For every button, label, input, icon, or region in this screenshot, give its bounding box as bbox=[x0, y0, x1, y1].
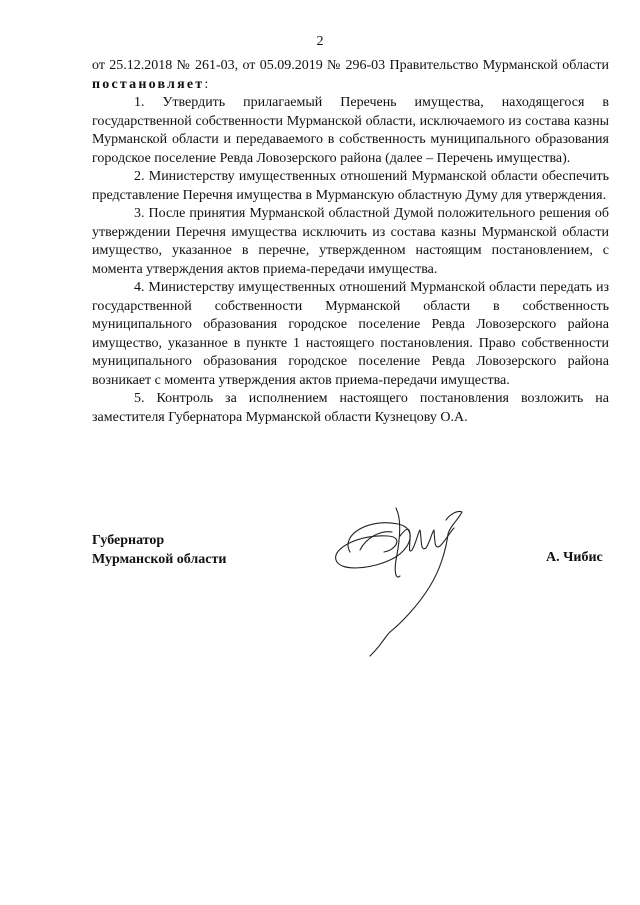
paragraph-2: 2. Министерству имущественных отношений Мурманской области обеспечить представление Перечня имущества в Мурманскую областную Думу для утверждения. bbox=[92, 169, 609, 203]
paragraph-1: 1. Утвердить прилагаемый Перечень имущества, находящегося в государственной собственности Мурманской области, исключаемого из состава казны Мурманской области и передаваемого в собственность муниципального образования городское поселение Ревда Ловозерского района (далее – Перечень имущества). bbox=[92, 95, 609, 166]
signer-title-line-2: Мурманской области bbox=[92, 551, 227, 567]
paragraph-4: 4. Министерству имущественных отношений Мурманской области передать из государственной собственности Мурманской области в собственность муниципального образования городское поселение Ревда Ловозерского района имущество, указанное в пункте 1 настоящего постановления. Право собственности муниципального образования городское поселение Ревда Ловозерского района возникает с момента утверждения актов приема-передачи имущества. bbox=[92, 280, 609, 388]
resolution-keyword: постановляет bbox=[92, 76, 205, 92]
paragraph-5: 5. Контроль за исполнением настоящего постановления возложить на заместителя Губернатора Мурманской области Кузнецову О.А. bbox=[92, 391, 609, 425]
paragraph-3: 3. После принятия Мурманской областной Думой положительного решения об утверждении Перечня имущества исключить из состава казны Мурманской области имущество, указанное в перечне, утвержденном настоящим постановлением, с момента утверждения актов приема-передачи имущества. bbox=[92, 206, 609, 277]
signer-title-line-1: Губернатор bbox=[92, 533, 165, 548]
signer-name: А. Чибис bbox=[546, 550, 603, 565]
document-body bbox=[92, 57, 609, 427]
page-number: 2 bbox=[316, 34, 324, 49]
intro-paragraph bbox=[92, 57, 609, 94]
handwritten-signature-icon bbox=[300, 490, 490, 665]
intro-text: от 25.12.2018 № 261-03, от 05.09.2019 № 296-03 Правительство Мурманской области bbox=[92, 58, 609, 73]
intro-colon: : bbox=[204, 76, 209, 92]
